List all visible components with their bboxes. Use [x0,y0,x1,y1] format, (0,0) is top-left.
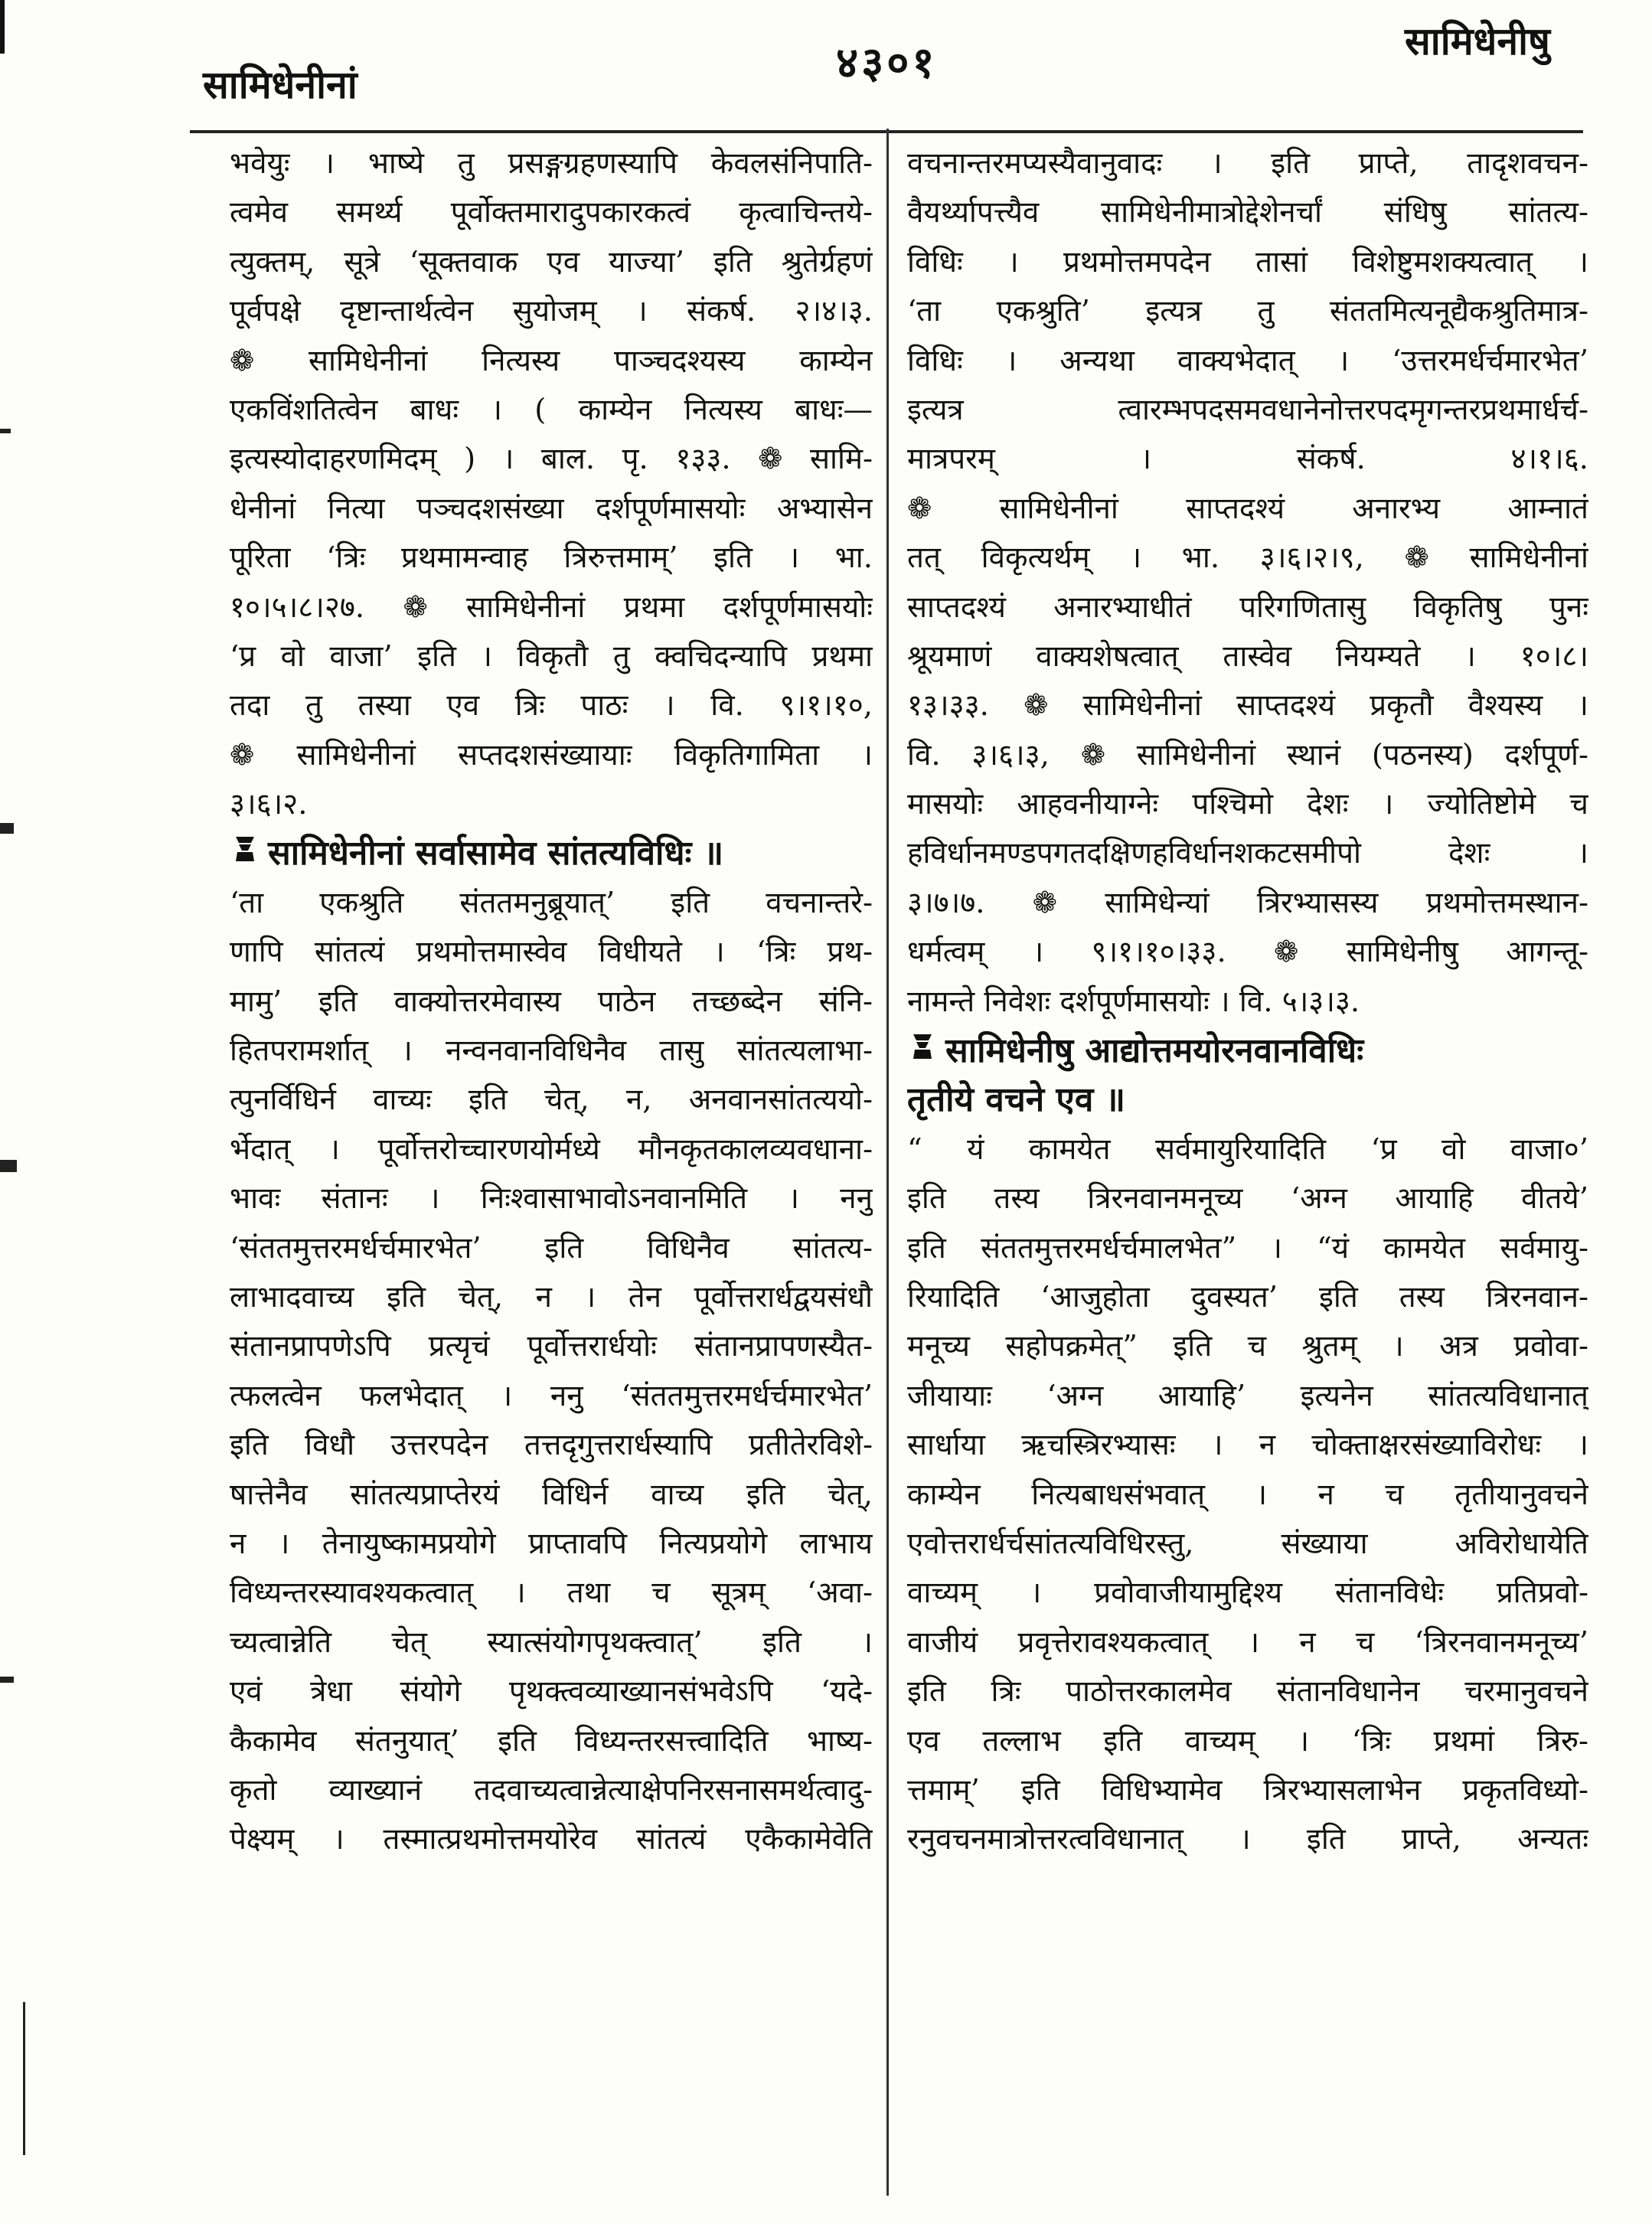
text-line: विधिः । प्रथमोत्तमपदेन तासां विशेष्टुमशक्यत्वात् । [907,244,1588,279]
column-divider [886,129,889,2196]
text-line: इति त्रिः पाठोत्तरकालमेव संतानविधानेन चरमानुवचने [907,1674,1588,1710]
text-line: एकविंशतित्वेन बाधः । ( काम्येन नित्यस्य बाधः— [230,392,873,427]
text-line: इति विधौ उत्तरपदेन तत्तदृगुत्तरार्धस्यापि प्रतीतेरविशे- [230,1428,873,1463]
text-line: ‘ता एकश्रुति संततमनुब्रूयात्’ इति वचनान्तरे- [230,885,873,920]
text-line: इत्यस्योदाहरणमिदम् ) । बाल. पृ. १३३. ❁ सामि- [230,442,873,477]
text-line: १३।३३. ❁ सामिधेनीनां साप्तदश्यं प्रकृतौ वैश्यस्य । [907,688,1588,723]
text-line: श्रूयमाणं वाक्यशेषत्वात् तास्वेव नियम्यते । १०।८। [907,638,1588,674]
text-line: भवेयुः । भाष्ये तु प्रसङ्गग्रहणस्यापि केवलसंनिपाति- [230,146,873,181]
text-line: लाभादवाच्य इति चेत्, न । तेन पूर्वोत्तरार्धद्वयसंधौ [230,1279,873,1314]
text-line: ❁ सामिधेनीनां सप्तदशसंख्यायाः विकृतिगामिता । [230,737,873,772]
text-line: र्भेदात् । पूर्वोत्तरोच्चारणयोर्मध्ये मौनकृतकालव्यवधाना- [230,1132,873,1167]
text-line: इत्यत्र त्वारम्भपदसमवधानेनोत्तरपदमृगन्तरप्रथमार्धर्च- [907,392,1588,427]
page-number: ४३०१ [836,38,938,88]
text-line: एवं त्रेधा संयोगे पृथक्त्वव्याख्यानसंभवेऽपि ‘यदे- [230,1674,873,1710]
running-head-left: सामिधेनीनां [203,62,357,107]
text-line: साप्तदश्यं अनारभ्याधीतं परिगणितासु विकृतिषु पुनः [907,589,1588,625]
text-line: नामन्ते निवेशः दर्शपूर्णमासयोः । वि. ५।३।३. [907,984,1360,1019]
text-line: मात्रपरम् । संकर्ष. ४।१।६. [907,442,1588,477]
text-line: च्यत्वान्नेति चेत् स्यात्संयोगपृथक्त्वात्’ इति । [230,1625,873,1660]
section-heading [907,1027,1588,1076]
text-line: रियादिति ‘आजुहोता दुवस्यत’ इति तस्य त्रिरनवान- [907,1279,1588,1314]
text-line: ‘प्र वो वाजा’ इति । विकृतौ तु क्वचिदन्यापि प्रथमा [230,638,873,674]
text-line: संतानप्रापणेऽपि प्रत्यृचं पूर्वोत्तरार्धयोः संतानप्रापणस्यैत- [230,1329,873,1364]
text-line: ‘संततमुत्तरमर्धर्चमारभेत’ इति विधिनैव सांतत्य- [230,1230,873,1265]
text-line: मामु’ इति वाक्योत्तरमेवास्य पाठेन तच्छब्देन संनि- [230,984,873,1019]
text-line: “ यं कामयेत सर्वमायुरियादिति ‘प्र वो वाजा०’ [907,1132,1588,1167]
text-line: मनूच्य सहोपक्रमेत्” इति च श्रुतम् । अत्र प्रवोवा- [907,1329,1588,1364]
text-line: १०।५।८।२७. ❁ सामिधेनीनां प्रथमा दर्शपूर्णमासयोः [230,589,873,625]
section-ornament-icon [230,829,260,878]
text-line: जीयायाः ‘अग्न आयाहि’ इत्यनेन सांतत्यविधानात् [907,1378,1588,1413]
section-heading-text: सामिधेनीनां सर्वासामेव सांतत्यविधिः ॥ [268,834,724,874]
text-line: एव तल्लाभ इति वाच्यम् । ‘त्रिः प्रथमां त्रिरु- [907,1723,1588,1759]
text-line: न । तेनायुष्कामप्रयोगे प्राप्तावपि नित्यप्रयोगे लाभाय [230,1526,873,1561]
text-line: पूरिता ‘त्रिः प्रथमामन्वाह त्रिरुत्तमाम्’ इति । भा. [230,540,873,576]
text-line: काम्येन नित्यबाधसंभवात् । न च तृतीयानुवचने [907,1477,1588,1512]
scan-edge-mark [0,1160,17,1172]
text-line: त्युक्तम्, सूत्रे ‘सूक्तवाक एव याज्या’ इति श्रुतेर्ग्रहणं [230,244,873,279]
scan-edge-mark [0,1677,14,1683]
text-line: विधिः । अन्यथा वाक्यभेदात् । ‘उत्तरमर्धर्चमारभेत’ [907,343,1588,378]
text-line: ३।७।७. ❁ सामिधेन्यां त्रिरभ्यासस्य प्रथमोत्तमस्थान- [907,885,1588,920]
text-line: तदा तु तस्या एव त्रिः पाठः । वि. ९।१।१०, [230,688,873,723]
section-ornament-icon [907,1027,938,1076]
text-line: धेनीनां नित्या पञ्चदशसंख्या दर्शपूर्णमासयोः अभ्यासेन [230,491,873,526]
text-line: भावः संतानः । निःश्वासाभावोऽनवानमिति । ननु [230,1181,873,1217]
text-line: त्वमेव समर्थ्य पूर्वोक्तमारादुपकारकत्वं कृत्वाचिन्तये- [230,195,873,230]
text-line: ‘ता एकश्रुति’ इत्यत्र तु संततमित्यनूद्यैकश्रुतिमात्र- [907,294,1588,329]
text-line: पेक्ष्यम् । तस्मात्प्रथमोत्तमयोरेव सांतत्यं एकैकामेवेति [230,1822,873,1857]
text-line: धर्मत्वम् । ९।१।१०।३३. ❁ सामिधेनीषु आगन्तू- [907,935,1588,970]
text-line: हितपरामर्शात् । नन्वनवानविधिनैव तासु सांतत्यलाभा- [230,1034,873,1069]
text-line: वाजीयं प्रवृत्तेरावश्यकत्वात् । न च ‘त्रिरनवानमनूच्य’ [907,1625,1588,1660]
text-line: वैयर्थ्यापत्त्यैव सामिधेनीमात्रोद्देशेनर्चां संधिषु सांतत्य- [907,195,1588,230]
running-head-right: सामिधेनीषु [1405,18,1550,64]
text-line: ३।६।२. [230,787,308,822]
text-line: विध्यन्तरस्यावश्यकत्वात् । तथा च सूत्रम् ‘अवा- [230,1576,873,1611]
text-line: सार्धाया ऋचस्त्रिरभ्यासः । न चोक्ताक्षरसंख्याविरोधः । [907,1428,1588,1463]
text-line: एवोत्तरार्धर्चसांतत्यविधिरस्तु, संख्याया अविरोधायेति [907,1526,1588,1561]
text-line: वाच्यम् । प्रवोवाजीयामुद्दिश्य संतानविधेः प्रतिप्रवो- [907,1576,1588,1611]
text-line: कृतो व्याख्यानं तदवाच्यत्वान्नेत्याक्षेपनिरसनासमर्थत्वादु- [230,1772,873,1808]
text-line: त्पुनर्विधिर्न वाच्यः इति चेत्, न, अनवानसांतत्ययो- [230,1083,873,1118]
text-line: ❁ सामिधेनीनां साप्तदश्यं अनारभ्य आम्नातं [907,491,1588,526]
text-line: इति तस्य त्रिरनवानमनूच्य ‘अग्न आयाहि वीतये’ [907,1181,1588,1217]
text-line: त्फलत्वेन फलभेदात् । ननु ‘संततमुत्तरमर्धर्चमारभेत’ [230,1378,873,1413]
right-column [907,139,1588,1865]
text-line: षात्तेनैव सांतत्यप्राप्तेरयं विधिर्न वाच्य इति चेत्, [230,1477,873,1512]
text-line: रनुवचनमात्रोत्तरत्वविधानात् । इति प्राप्ते, अन्यतः [907,1822,1588,1857]
left-column [230,139,873,1865]
text-line: पूर्वपक्षे दृष्टान्तार्थत्वेन सुयोजम् । संकर्ष. २।४।३. [230,294,873,329]
text-line: वचनान्तरमप्यस्यैवानुवादः । इति प्राप्ते, तादृशवचन- [907,146,1588,181]
text-line: वि. ३।६।३, ❁ सामिधेनीनां स्थानं (पठनस्य) दर्शपूर्ण- [907,737,1588,772]
scan-edge-mark [23,2002,25,2155]
text-line: ❁ सामिधेनीनां नित्यस्य पाञ्चदश्यस्य काम्येन [230,343,873,378]
section-heading-text: सामिधेनीषु आद्योत्तमयोरनवानविधिः [945,1031,1364,1071]
text-line: णापि सांतत्यं प्रथमोत्तमास्वेव विधीयते । ‘त्रिः प्रथ- [230,935,873,970]
text-line: कैकामेव संतनुयात्’ इति विध्यन्तरसत्त्वादिति भाष्य- [230,1723,873,1759]
text-line: त्तमाम्’ इति विधिभ्यामेव त्रिरभ्यासलाभेन प्रकृतविध्यो- [907,1772,1588,1808]
scan-edge-mark [0,429,11,433]
text-line: मासयोः आहवनीयाग्नेः पश्चिमो देशः । ज्योतिष्टोमे च [907,787,1588,822]
text-line: तत् विकृत्यर्थम् । भा. ३।६।२।९, ❁ सामिधेनीनां [907,540,1588,576]
section-heading-continued: तृतीये वचने एव ॥ [907,1080,1126,1120]
text-line: हविर्धानमण्डपगतदक्षिणहविर्धानशकटसमीपो देशः । [907,836,1588,871]
scan-edge-mark [0,823,14,834]
scan-edge-mark [0,0,5,54]
text-line: इति संततमुत्तरमर्धर्चमालभेत” । “यं कामयेत सर्वमायु- [907,1230,1588,1265]
section-heading [230,829,873,878]
